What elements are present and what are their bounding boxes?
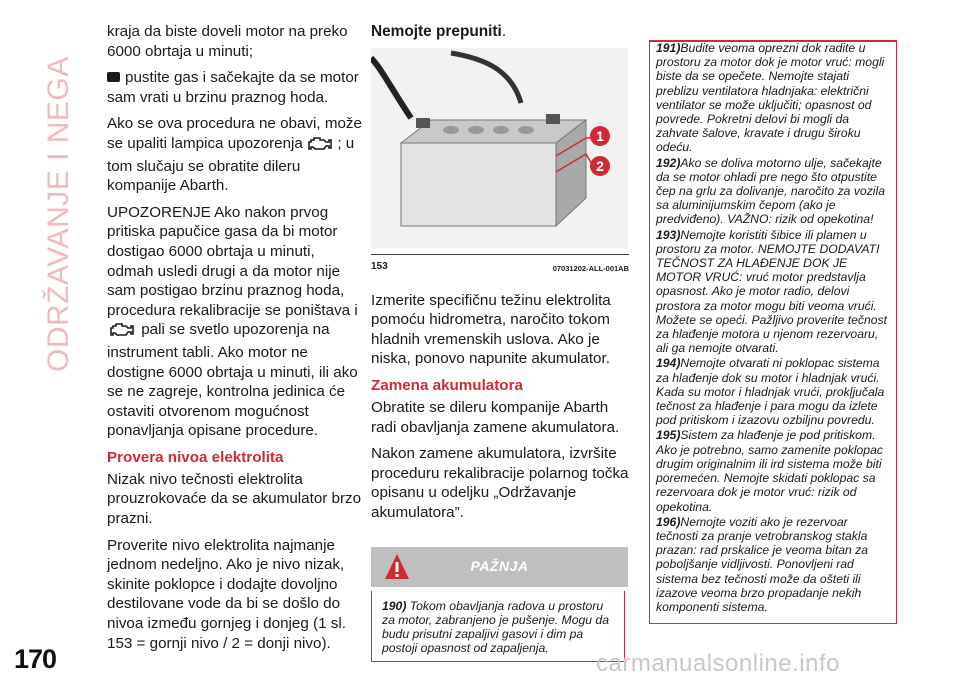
subheading [371,22,629,41]
battery-figure [371,48,628,248]
paragraph: Nizak nivo tečnosti elektrolita prouzrokovaće da se akumulator brzo prazni. [107,470,362,528]
warning-note [656,156,892,227]
note-number: 193) [656,227,681,242]
note-number: 196) [656,514,681,529]
column-1 [107,22,365,660]
paragraph: Proverite nivo elektrolita najmanje jednom nedeljno. Ako je nivo nizak, skinite poklopce i dodajte dovoljno destilovane vode da bi se došlo do nivoa između gornjeg i donjeg (1 sl. 153 = gornji nivo / 2 = donji nivo). [107,536,346,652]
bullet-text: pustite gas i sačekajte da se motor sam vrati u brzinu praznog hoda. [107,69,359,106]
paragraph-text: Ako se ova procedura ne obavi, može se upaliti lampica upozorenja [107,115,362,152]
subheading-text: Nemojte prepuniti [371,23,502,40]
note-number: 191) [656,41,681,55]
note-number: 190) [382,598,407,613]
paragraph [107,203,365,441]
note-text: Ako se doliva motorno ulje, sačekajte da se motor ohladi pre nego što otpustite čep na grlu za dolivanje, naročito za vozila sa aluminijumskim čepom (ako je predviđeno). VAŽNO: rizik od opekotina! [656,155,885,227]
svg-text:2: 2 [596,158,604,174]
note-text: Nemojte otvarati ni poklopac sistema za hlađenje dok su motor i hladnjak vrući. Kada su motor i hladnjak vrući, prokļjučala tečnost za hlađenje i para mogu da izlete pod pritiskom i izazovu ozbiljnu povredu. [656,356,885,428]
paragraph-text: ; u tom slučaju se obratite dileru kompanije Abarth. [107,134,355,195]
note-text: Nemojte koristiti šibice ili plamen u prostoru za motor. NEMOJTE DODAVATI TEČNOST ZA HLAĐENJE DOK JE MOTOR VRUĆ: vruć motor predstavlja opasnost. Ako je motor radio, delovi prostora za motor mogu biti veoma vrući. Možete se opeći. Pažljivo proverite tečnost za hlađenje motora u njenom rezervoaru, ali ga nemojte otvarati. [656,227,887,356]
engine-warning-icon [107,321,137,343]
warning-header [371,547,628,587]
warning-note [656,356,892,427]
watermark: carmanualsonline.info [596,650,840,677]
svg-text:1: 1 [596,128,604,144]
note-text: Tokom obavljanja radova u prostoru za motor, zabranjeno je pušenje. Mogu da budu prisutni zapaljivi gasovi i dim pa postoji opasnost od zapaljenja. [382,598,609,656]
paragraph: Obratite se dileru kompanije Abarth radi obavljanja zamene akumulatora. [371,398,620,436]
section-side-title-text: ODRŽAVANJE I NEGA [42,56,75,372]
section-heading: Zamena akumulatora [371,376,523,394]
battery-illustration [371,48,628,248]
warning-note [656,228,892,356]
figure-code: 07031202-ALL-001AB [552,264,629,273]
paragraph [107,114,365,195]
bullet-icon [107,72,120,82]
column-2 [371,22,629,662]
warning-note [656,428,892,513]
warning-notes-box [649,40,897,624]
note-text: Nemojte voziti ako je rezervoar tečnosti za pranje vetrobranskog stakla prazan: rad prskalice je veoma bitan za poboljšanje vidljivosti. Ponovljeni rad sistema bez tečnosti može da ošteti ili izazove veoma brzo propadanje nekih komponenti sistema. [656,514,869,614]
section-heading: Provera nivoa elektrolita [107,448,284,466]
figure-caption [371,254,629,279]
engine-warning-icon [307,135,333,157]
section-side-title [28,40,88,380]
warning-note [656,41,892,155]
subheading-tail: . [501,23,507,40]
note-text: Sistem za hlađenje je pod pritiskom. Ako je potrebno, samo zamenite poklopac drugim originalnim ili ird sistema može biti poremećen. Nemojte skidati poklopac sa rezervoara dok je motor vruć: rizik od opekotina. [656,428,883,514]
note-number: 192) [656,155,681,170]
warning-box [371,591,625,663]
paragraph-text: UPOZORENJE Ako nakon prvog pritiska papučice gasa da bi motor dostigao 6000 obrtaja u minuti, odmah usledi drugi a da motor nije sam postigao brzinu praznog hoda, procedura rekalibracije se poništava i [107,203,358,319]
note-number: 194) [656,356,681,371]
page-number: 170 [14,644,57,674]
note-number: 195) [656,428,681,443]
paragraph: kraja da biste doveli motor na preko 6000 obrtaja u minuti; [107,23,348,60]
warning-note [656,515,892,614]
paragraph: Izmerite specifičnu težinu elektrolita pomoću hidrometra, naročito tokom hladnih vremenskih uslova. Ako je niska, ponovo napunite akumulator. [371,291,611,368]
bullet-paragraph [107,68,365,107]
note-text: Budite veoma oprezni dok radite u prostoru za motor dok je motor vruć: mogli biste da se opečete. Nemojte stajati preblizu ventilatora hladnjaka: električni ventilator se može uključiti; opasnost od povrede. Pokretni delovi bi mogli da zahvate šalove, kravate i drugu široku odeću. [656,41,885,155]
figure-number: 153 [371,261,388,272]
warning-title: PAŽNJA [470,557,529,574]
paragraph-text: pali se svetlo upozorenja na instrument tabli. Ako motor ne dostigne 6000 obrtaja u minuti, ili ako se ne zagreje, kontrolna jedinica će ostaviti otvorenom mogućnost ponavljanja opisane procedure. [107,321,358,440]
paragraph: Nakon zamene akumulatora, izvršite proceduru rekalibracije polarnog točka opisanu u odeljku „Održavanje akumulatora”. [371,445,629,521]
